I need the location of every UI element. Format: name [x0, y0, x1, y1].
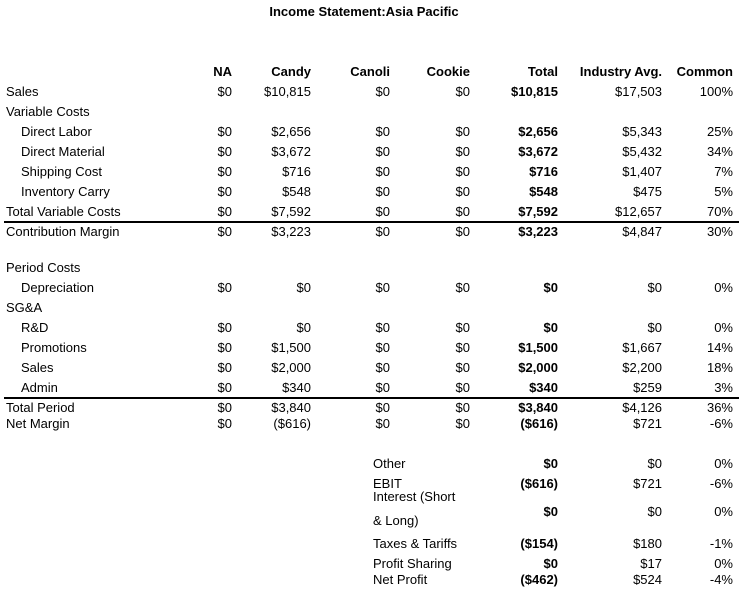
cell-value: $0 — [217, 124, 232, 139]
row-label: Sales — [21, 360, 54, 375]
cell-value: $0 — [455, 184, 470, 199]
cell-value: $0 — [217, 144, 232, 159]
cell-value: $0 — [375, 204, 390, 219]
cell-value: $5,343 — [622, 124, 662, 139]
bottom-cell-value: -6% — [709, 476, 733, 491]
cell-value: $5,432 — [622, 144, 662, 159]
column-header: Industry Avg. — [579, 64, 662, 79]
cell-value: $0 — [455, 164, 470, 179]
cell-value: $1,500 — [271, 340, 311, 355]
row-label: Period Costs — [6, 260, 81, 275]
total-rule-line — [4, 221, 739, 223]
cell-value: $2,200 — [622, 360, 662, 375]
cell-value: 34% — [706, 144, 733, 159]
cell-value: 14% — [706, 340, 733, 355]
cell-value: $3,840 — [518, 400, 558, 415]
cell-value: $12,657 — [615, 204, 662, 219]
cell-value: $0 — [375, 360, 390, 375]
bottom-cell-value: $0 — [543, 456, 558, 471]
cell-value: $0 — [647, 280, 662, 295]
column-header: Common — [676, 64, 733, 79]
cell-value: $2,656 — [518, 124, 558, 139]
cell-value: $0 — [296, 280, 311, 295]
cell-value: $1,407 — [622, 164, 662, 179]
cell-value: $2,656 — [271, 124, 311, 139]
cell-value: $0 — [217, 320, 232, 335]
cell-value: $2,000 — [271, 360, 311, 375]
cell-value: $0 — [375, 416, 390, 431]
row-label: Depreciation — [21, 280, 94, 295]
cell-value: $17,503 — [615, 84, 662, 99]
cell-value: 30% — [706, 224, 733, 239]
cell-value: $7,592 — [271, 204, 311, 219]
cell-value: $548 — [282, 184, 311, 199]
bottom-cell-value: ($462) — [520, 572, 558, 587]
column-header: Candy — [271, 64, 311, 79]
cell-value: $0 — [455, 380, 470, 395]
cell-value: $0 — [455, 280, 470, 295]
row-label: Inventory Carry — [21, 184, 110, 199]
cell-value: $475 — [633, 184, 662, 199]
row-label: Promotions — [21, 340, 87, 355]
cell-value: $3,672 — [271, 144, 311, 159]
cell-value: $716 — [529, 164, 558, 179]
cell-value: $259 — [633, 380, 662, 395]
bottom-cell-value: 0% — [714, 504, 733, 519]
cell-value: $0 — [217, 340, 232, 355]
cell-value: $0 — [543, 320, 558, 335]
bottom-cell-value: -4% — [709, 572, 733, 587]
row-label: Direct Material — [21, 144, 105, 159]
cell-value: $0 — [375, 400, 390, 415]
total-rule-line — [4, 397, 739, 399]
cell-value: ($616) — [520, 416, 558, 431]
cell-value: $0 — [647, 320, 662, 335]
cell-value: $1,667 — [622, 340, 662, 355]
cell-value: $3,223 — [518, 224, 558, 239]
bottom-row-label: Net Profit — [373, 572, 428, 587]
cell-value: $0 — [217, 224, 232, 239]
row-label: Shipping Cost — [21, 164, 102, 179]
cell-value: $0 — [217, 400, 232, 415]
row-label: Contribution Margin — [6, 224, 120, 239]
cell-value: $716 — [282, 164, 311, 179]
cell-value: $0 — [217, 416, 232, 431]
cell-value: $0 — [375, 340, 390, 355]
cell-value: $0 — [217, 204, 232, 219]
bottom-cell-value: $524 — [633, 572, 662, 587]
cell-value: 36% — [706, 400, 733, 415]
column-header: Total — [527, 64, 558, 79]
cell-value: 5% — [714, 184, 733, 199]
cell-value: $3,672 — [518, 144, 558, 159]
row-label: Total Variable Costs — [6, 204, 121, 219]
column-header: NA — [213, 64, 232, 79]
cell-value: $2,000 — [518, 360, 558, 375]
cell-value: $0 — [217, 164, 232, 179]
cell-value: $10,815 — [264, 84, 311, 99]
bottom-row-label: Taxes & Tariffs — [373, 536, 458, 551]
cell-value: $7,592 — [518, 204, 558, 219]
bottom-cell-value: $0 — [647, 504, 662, 519]
cell-value: $0 — [375, 164, 390, 179]
bottom-cell-value: $0 — [647, 456, 662, 471]
cell-value: $0 — [375, 144, 390, 159]
row-label: Variable Costs — [6, 104, 90, 119]
cell-value: $0 — [296, 320, 311, 335]
cell-value: $0 — [543, 280, 558, 295]
cell-value: 18% — [706, 360, 733, 375]
cell-value: $0 — [217, 184, 232, 199]
cell-value: $0 — [455, 400, 470, 415]
cell-value: $0 — [375, 224, 390, 239]
cell-value: ($616) — [273, 416, 311, 431]
cell-value: $0 — [217, 280, 232, 295]
row-label: Direct Labor — [21, 124, 92, 139]
cell-value: 70% — [706, 204, 733, 219]
row-label: SG&A — [6, 300, 43, 315]
bottom-row-label: Interest (Short — [373, 489, 456, 504]
row-label: Sales — [6, 84, 39, 99]
cell-value: $0 — [375, 124, 390, 139]
cell-value: $0 — [217, 380, 232, 395]
cell-value: $10,815 — [511, 84, 558, 99]
bottom-row-label: Other — [373, 456, 406, 471]
bottom-row-label: Profit Sharing — [373, 556, 452, 571]
cell-value: 0% — [714, 280, 733, 295]
cell-value: $0 — [375, 380, 390, 395]
cell-value: $0 — [375, 280, 390, 295]
cell-value: $0 — [455, 204, 470, 219]
bottom-cell-value: ($616) — [520, 476, 558, 491]
cell-value: $340 — [282, 380, 311, 395]
cell-value: $0 — [375, 84, 390, 99]
cell-value: $721 — [633, 416, 662, 431]
bottom-row-label: EBIT — [373, 476, 402, 491]
cell-value: 0% — [714, 320, 733, 335]
bottom-cell-value: 0% — [714, 556, 733, 571]
column-header: Canoli — [350, 64, 390, 79]
cell-value: $3,223 — [271, 224, 311, 239]
bottom-cell-value: -1% — [709, 536, 733, 551]
cell-value: $0 — [375, 184, 390, 199]
bottom-cell-value: $0 — [543, 556, 558, 571]
cell-value: $0 — [455, 84, 470, 99]
bottom-cell-value: ($154) — [520, 536, 558, 551]
cell-value: $0 — [455, 144, 470, 159]
cell-value: $0 — [455, 124, 470, 139]
cell-value: $0 — [455, 340, 470, 355]
bottom-cell-value: 0% — [714, 456, 733, 471]
cell-value: $0 — [217, 360, 232, 375]
cell-value: $548 — [529, 184, 558, 199]
bottom-row-label: & Long) — [373, 513, 419, 528]
cell-value: $340 — [529, 380, 558, 395]
cell-value: 25% — [706, 124, 733, 139]
page-title: Income Statement:Asia Pacific — [269, 4, 459, 19]
bottom-cell-value: $17 — [640, 556, 662, 571]
column-header: Cookie — [426, 64, 470, 79]
row-label: Net Margin — [6, 416, 70, 431]
bottom-cell-value: $721 — [633, 476, 662, 491]
cell-value: $3,840 — [271, 400, 311, 415]
cell-value: $0 — [455, 224, 470, 239]
cell-value: $0 — [375, 320, 390, 335]
cell-value: 3% — [714, 380, 733, 395]
bottom-cell-value: $180 — [633, 536, 662, 551]
row-label: Total Period — [6, 400, 75, 415]
cell-value: $4,126 — [622, 400, 662, 415]
cell-value: $0 — [455, 320, 470, 335]
cell-value: $1,500 — [518, 340, 558, 355]
cell-value: -6% — [709, 416, 733, 431]
cell-value: $0 — [217, 84, 232, 99]
row-label: R&D — [21, 320, 49, 335]
row-label: Admin — [21, 380, 58, 395]
cell-value: $0 — [455, 416, 470, 431]
cell-value: $4,847 — [622, 224, 662, 239]
cell-value: $0 — [455, 360, 470, 375]
bottom-cell-value: $0 — [543, 504, 558, 519]
cell-value: 7% — [714, 164, 733, 179]
cell-value: 100% — [699, 84, 733, 99]
